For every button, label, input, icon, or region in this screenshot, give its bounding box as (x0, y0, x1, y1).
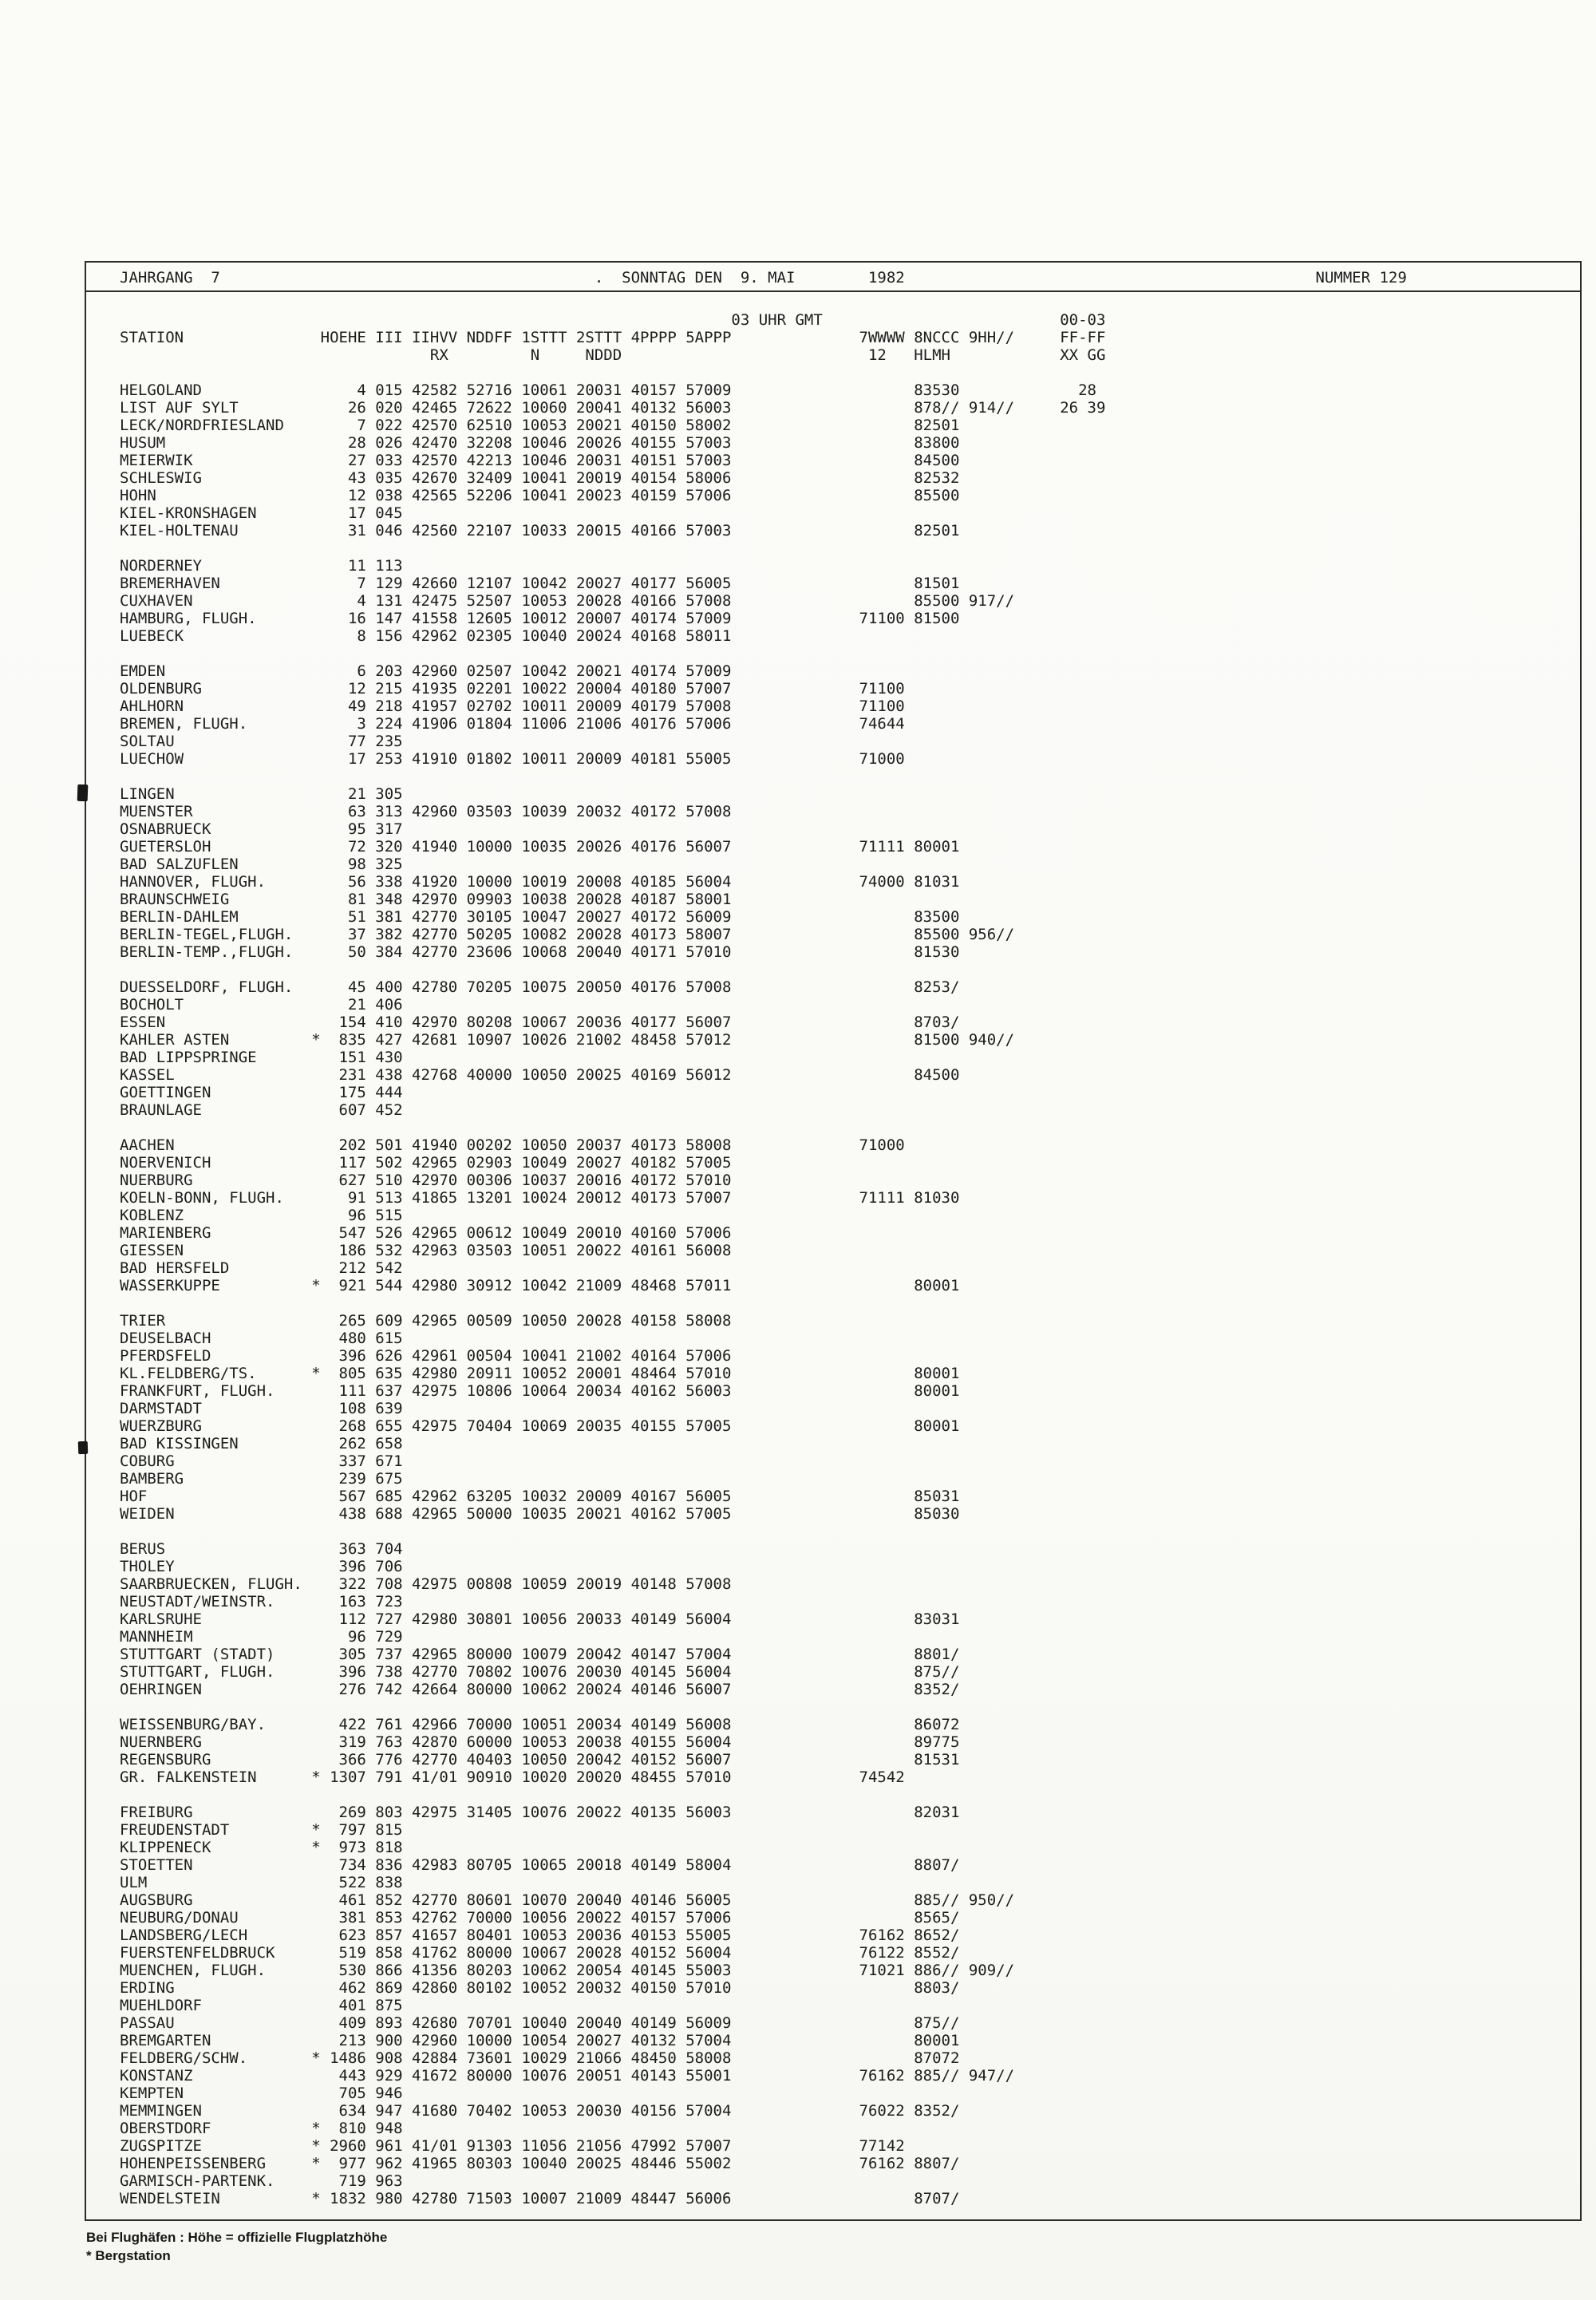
footnotes (86, 2228, 387, 2265)
station-row: NEUBURG/DONAU 381 853 42762 70000 10056 20022 40157 57006 8565/ (120, 1909, 960, 1927)
station-row: HAMBURG, FLUGH. 16 147 41558 12605 10012 20007 40174 57009 71100 81500 (120, 610, 960, 627)
station-row: GARMISCH-PARTENK. 719 963 (120, 2172, 403, 2190)
station-row: THOLEY 396 706 (120, 1558, 403, 1575)
station-row: MEIERWIK 27 033 42570 42213 10046 20031 40151 57003 84500 (120, 452, 960, 469)
masthead-row: JAHRGANG 7 . SONNTAG DEN 9. MAI 1982 NUMMER 129 (120, 269, 1407, 287)
station-row: LUEBECK 8 156 42962 02305 10040 20024 40168 58011 (120, 627, 732, 645)
station-row: AHLHORN 49 218 41957 02702 10011 20009 40179 57008 71100 (120, 698, 905, 715)
station-row: HELGOLAND 4 015 42582 52716 10061 20031 40157 57009 83530 28 (120, 381, 1096, 399)
station-row: WEIDEN 438 688 42965 50000 10035 20021 40162 57005 85030 (120, 1505, 960, 1523)
station-row: ZUGSPITZE * 2960 961 41/01 91303 11056 21056 47992 57007 77142 (120, 2137, 905, 2155)
station-row: BAD SALZUFLEN 98 325 (120, 856, 403, 873)
station-row: MANNHEIM 96 729 (120, 1628, 403, 1646)
station-row: KOBLENZ 96 515 (120, 1207, 403, 1224)
station-row: ESSEN 154 410 42970 80208 10067 20036 40177 56007 8703/ (120, 1014, 960, 1031)
spacer-row (86, 645, 1580, 662)
station-row: BREMEN, FLUGH. 3 224 41906 01804 11006 21006 40176 57006 74644 (120, 715, 905, 733)
station-row: DARMSTADT 108 639 (120, 1400, 403, 1417)
station-row: FRANKFURT, FLUGH. 111 637 42975 10806 10064 20034 40162 56003 80001 (120, 1382, 960, 1400)
station-row: KONSTANZ 443 929 41672 80000 10076 20051 40143 55001 76162 885// 947// (120, 2067, 1015, 2085)
station-row: FUERSTENFELDBRUCK 519 858 41762 80000 10067 20028 40152 56004 76122 8552/ (120, 1944, 960, 1962)
station-row: GR. FALKENSTEIN * 1307 791 41/01 90910 10020 20020 48455 57010 74542 (120, 1768, 905, 1786)
station-row: BOCHOLT 21 406 (120, 996, 403, 1014)
station-row: CUXHAVEN 4 131 42475 52507 10053 20028 40166 57008 85500 917// (120, 592, 1015, 610)
station-row: AACHEN 202 501 41940 00202 10050 20037 40173 58008 71000 (120, 1136, 905, 1154)
station-row: HOHN 12 038 42565 52206 10041 20023 40159 57006 85500 (120, 487, 960, 504)
station-row: OEHRINGEN 276 742 42664 80000 10062 20024 40146 56007 8352/ (120, 1681, 960, 1698)
station-row: DUESSELDORF, FLUGH. 45 400 42780 70205 10075 20050 40176 57008 8253/ (120, 978, 960, 996)
station-row: MARIENBERG 547 526 42965 00612 10049 20010 40160 57006 (120, 1224, 732, 1242)
station-row: KASSEL 231 438 42768 40000 10050 20025 40169 56012 84500 (120, 1066, 960, 1084)
spacer-row (86, 364, 1580, 381)
station-row: PASSAU 409 893 42680 70701 10040 20040 40149 56009 875// (120, 2014, 960, 2032)
station-row: NUERNBERG 319 763 42870 60000 10053 20038 40155 56004 89775 (120, 1733, 960, 1751)
column-header-subrow: RX N NDDD 12 HLMH XX GG (120, 346, 1106, 364)
station-row: SAARBRUECKEN, FLUGH. 322 708 42975 00808 10059 20019 40148 57008 (120, 1575, 732, 1593)
station-row: HOF 567 685 42962 63205 10032 20009 40167 56005 85031 (120, 1488, 960, 1505)
station-row: BAMBERG 239 675 (120, 1470, 403, 1488)
spacer-row (86, 1523, 1580, 1540)
station-row: PFERDSFELD 396 626 42961 00504 10041 21002 40164 57006 (120, 1347, 732, 1365)
station-row: KIEL-HOLTENAU 31 046 42560 22107 10033 20015 40166 57003 82501 (120, 522, 960, 539)
station-row: BAD HERSFELD 212 542 (120, 1259, 403, 1277)
station-row: HANNOVER, FLUGH. 56 338 41920 10000 10019 20008 40185 56004 74000 81031 (120, 873, 960, 891)
document-frame (85, 261, 1582, 2221)
station-row: KARLSRUHE 112 727 42980 30801 10056 20033 40149 56004 83031 (120, 1610, 960, 1628)
scan-artifact-mark (78, 1441, 89, 1454)
station-row: REGENSBURG 366 776 42770 40403 10050 20042 40152 56007 81531 (120, 1751, 960, 1768)
station-row: OLDENBURG 12 215 41935 02201 10022 20004 40180 57007 71100 (120, 680, 905, 698)
station-row: WASSERKUPPE * 921 544 42980 30912 10042 21009 48468 57011 80001 (120, 1277, 960, 1294)
spacer-row (86, 1698, 1580, 1716)
station-row: MUENSTER 63 313 42960 03503 10039 20032 40172 57008 (120, 803, 732, 820)
footnote-airport-height: Bei Flughäfen : Höhe = offizielle Flugplatzhöhe (86, 2230, 388, 2245)
station-row: MUENCHEN, FLUGH. 530 866 41356 80203 10062 20054 40145 55003 71021 886// 909// (120, 1962, 1015, 1979)
station-row: STOETTEN 734 836 42983 80705 10065 20018 40149 58004 8807/ (120, 1856, 960, 1874)
station-row: NUERBURG 627 510 42970 00306 10037 20016 40172 57010 (120, 1172, 732, 1189)
station-row: GOETTINGEN 175 444 (120, 1084, 403, 1101)
station-row: DEUSELBACH 480 615 (120, 1330, 403, 1347)
station-row: ERDING 462 869 42860 80102 10052 20032 40150 57010 8803/ (120, 1979, 960, 1997)
station-row: FREUDENSTADT * 797 815 (120, 1821, 403, 1839)
station-row: GUETERSLOH 72 320 41940 10000 10035 20026 40176 56007 71111 80001 (120, 838, 960, 856)
station-row: KL.FELDBERG/TS. * 805 635 42980 20911 10052 20001 48464 57010 80001 (120, 1365, 960, 1382)
station-row: EMDEN 6 203 42960 02507 10042 20021 40174 57009 (120, 662, 732, 680)
spacer-row (86, 294, 1580, 311)
station-row: BERLIN-TEMP.,FLUGH. 50 384 42770 23606 10068 20040 40171 57010 81530 (120, 943, 960, 961)
station-row: NEUSTADT/WEINSTR. 163 723 (120, 1593, 403, 1610)
station-row: LUECHOW 17 253 41910 01802 10011 20009 40181 55005 71000 (120, 750, 905, 768)
column-header-row: STATION HOEHE III IIHVV NDDFF 1STTT 2STTT 4PPPP 5APPP 7WWWW 8NCCC 9HH// FF-FF (120, 329, 1106, 346)
spacer-row (86, 961, 1580, 978)
station-row: BRAUNSCHWEIG 81 348 42970 09903 10038 20028 40187 58001 (120, 891, 732, 908)
spacer-row (86, 539, 1580, 557)
footnote-bergstation: * Bergstation (86, 2248, 171, 2263)
station-row: BAD KISSINGEN 262 658 (120, 1435, 403, 1452)
scan-artifact-mark (77, 784, 89, 801)
station-row: KOELN-BONN, FLUGH. 91 513 41865 13201 10024 20012 40173 57007 71111 81030 (120, 1189, 960, 1207)
station-row: TRIER 265 609 42965 00509 10050 20028 40158 58008 (120, 1312, 732, 1330)
station-row: BREMERHAVEN 7 129 42660 12107 10042 20027 40177 56005 81501 (120, 575, 960, 592)
station-row: NORDERNEY 11 113 (120, 557, 403, 575)
station-row: BERLIN-DAHLEM 51 381 42770 30105 10047 20027 40172 56009 83500 (120, 908, 960, 926)
spacer-row (86, 1786, 1580, 1804)
station-row: FREIBURG 269 803 42975 31405 10076 20022 40135 56003 82031 (120, 1804, 960, 1821)
station-row: STUTTGART (STADT) 305 737 42965 80000 10079 20042 40147 57004 8801/ (120, 1646, 960, 1663)
station-row: FELDBERG/SCHW. * 1486 908 42884 73601 10029 21066 48450 58008 87072 (120, 2049, 960, 2067)
station-row: HUSUM 28 026 42470 32208 10046 20026 40155 57003 83800 (120, 434, 960, 452)
station-row: OSNABRUECK 95 317 (120, 820, 403, 838)
station-row: BREMGARTEN 213 900 42960 10000 10054 20027 40132 57004 80001 (120, 2032, 960, 2049)
station-row: NOERVENICH 117 502 42965 02903 10049 20027 40182 57005 (120, 1154, 732, 1172)
station-row: KAHLER ASTEN * 835 427 42681 10907 10026 21002 48458 57012 81500 940// (120, 1031, 1015, 1049)
station-row: HOHENPEISSENBERG * 977 962 41965 80303 10040 20025 48446 55002 76162 8807/ (120, 2155, 960, 2172)
station-row: BERLIN-TEGEL,FLUGH. 37 382 42770 50205 10082 20028 40173 58007 85500 956// (120, 926, 1015, 943)
station-row: LANDSBERG/LECH 623 857 41657 80401 10053 20036 40153 55005 76162 8652/ (120, 1927, 960, 1944)
station-row: BAD LIPPSPRINGE 151 430 (120, 1049, 403, 1066)
station-row: KEMPTEN 705 946 (120, 2085, 403, 2102)
station-row: GIESSEN 186 532 42963 03503 10051 20022 40161 56008 (120, 1242, 732, 1259)
station-row: COBURG 337 671 (120, 1452, 403, 1470)
station-row: WUERZBURG 268 655 42975 70404 10069 20035 40155 57005 80001 (120, 1417, 960, 1435)
station-row: WEISSENBURG/BAY. 422 761 42966 70000 10051 20034 40149 56008 86072 (120, 1716, 960, 1733)
station-row: BERUS 363 704 (120, 1540, 403, 1558)
station-row: SCHLESWIG 43 035 42670 32409 10041 20019 40154 58006 82532 (120, 469, 960, 487)
station-row: ULM 522 838 (120, 1874, 403, 1891)
station-row: MUEHLDORF 401 875 (120, 1997, 403, 2014)
spacer-row (86, 1119, 1580, 1136)
station-row: SOLTAU 77 235 (120, 733, 403, 750)
station-row: LINGEN 21 305 (120, 785, 403, 803)
station-row: KLIPPENECK * 973 818 (120, 1839, 403, 1856)
station-row: BRAUNLAGE 607 452 (120, 1101, 403, 1119)
subheader-row: 03 UHR GMT 00-03 (120, 311, 1106, 329)
station-row: OBERSTDORF * 810 948 (120, 2120, 403, 2137)
station-row: LECK/NORDFRIESLAND 7 022 42570 62510 10053 20021 40150 58002 82501 (120, 417, 960, 434)
station-row: WENDELSTEIN * 1832 980 42780 71503 10007 21009 48447 56006 8707/ (120, 2190, 960, 2207)
spacer-row (86, 1294, 1580, 1312)
station-row: AUGSBURG 461 852 42770 80601 10070 20040 40146 56005 885// 950// (120, 1891, 1015, 1909)
station-row: LIST AUF SYLT 26 020 42465 72622 10060 20041 40132 56003 878// 914// 26 39 (120, 399, 1106, 417)
station-table (86, 292, 1580, 2207)
spacer-row (86, 768, 1580, 785)
station-row: MEMMINGEN 634 947 41680 70402 10053 20030 40156 57004 76022 8352/ (120, 2102, 960, 2120)
station-row: STUTTGART, FLUGH. 396 738 42770 70802 10076 20030 40145 56004 875// (120, 1663, 960, 1681)
station-row: KIEL-KRONSHAGEN 17 045 (120, 504, 403, 522)
